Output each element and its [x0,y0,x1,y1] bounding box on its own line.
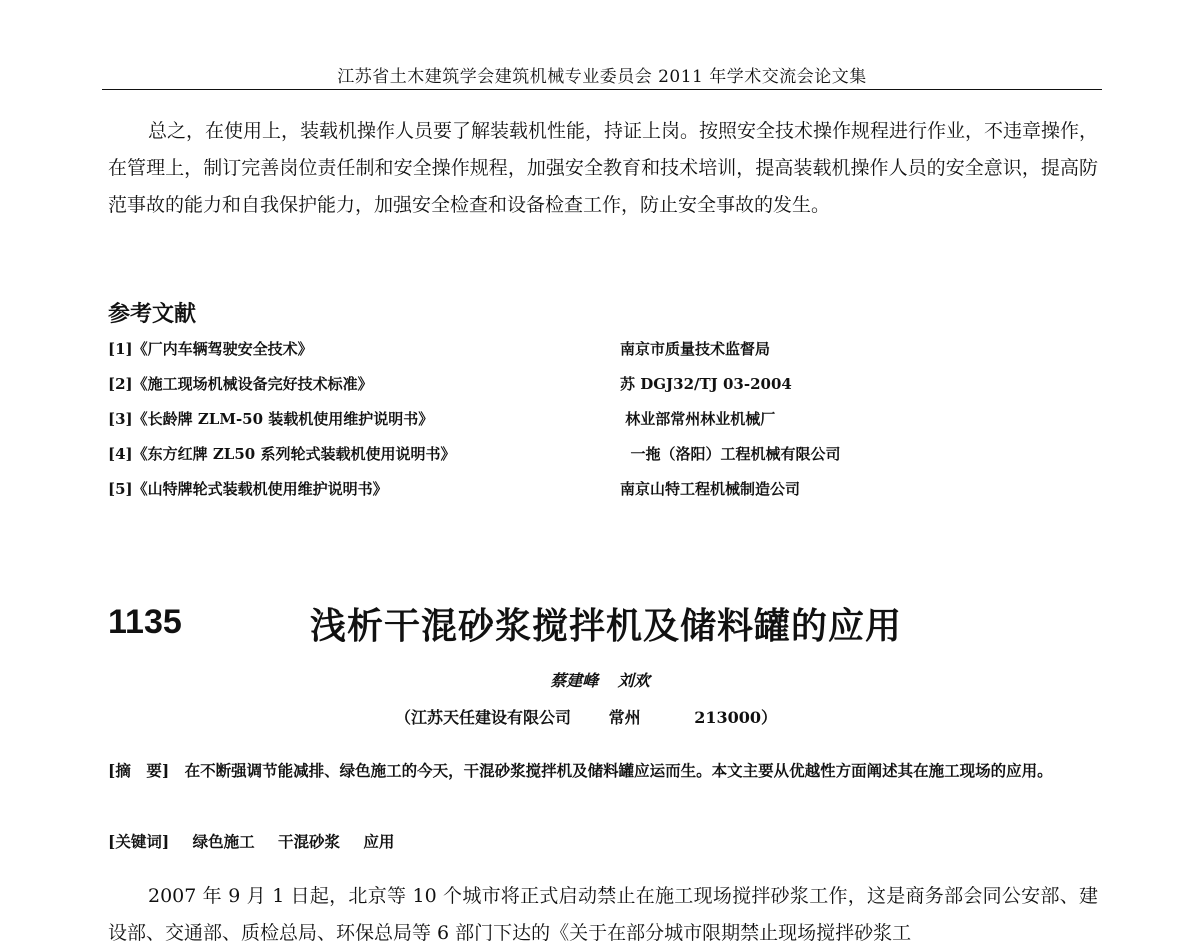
reference-publisher: 一拖（洛阳）工程机械有限公司 [620,445,841,463]
affiliation-postcode: 213000） [694,708,777,727]
header-rule [102,89,1102,90]
reference-item [108,478,1008,513]
reference-item [108,408,1008,443]
keyword: 干混砂浆 [278,832,341,851]
article-affiliation [395,705,777,728]
reference-title: [4]《东方红牌 ZL50 系列轮式装载机使用说明书》 [108,445,456,463]
body-paragraph: 2007 年 9 月 1 日起，北京等 10 个城市将正式启动禁止在施工现场搅拌砂浆工作，这是商务部会同公安部、建设部、交通部、质检总局、环保总局等 6 部门下达的《关于在部分城市限期禁止现场搅拌砂浆工 [108,885,1098,944]
reference-title: [1]《厂内车辆驾驶安全技术》 [108,340,313,358]
reference-title: [2]《施工现场机械设备完好技术标准》 [108,375,373,393]
reference-publisher: 南京市质量技术监督局 [620,340,771,358]
reference-publisher: 南京山特工程机械制造公司 [620,480,801,498]
abstract [108,755,1098,787]
running-header: 江苏省土木建筑学会建筑机械专业委员会 2011 年学术交流会论文集 [337,67,867,87]
affiliation-city: 常州 [608,708,641,727]
reference-publisher: 林业部常州林业机械厂 [620,410,776,428]
keyword: 应用 [363,832,395,851]
reference-list [108,338,1008,513]
reference-title: [5]《山特牌轮式装载机使用维护说明书》 [108,480,388,498]
reference-item [108,373,1008,408]
abstract-text: 在不断强调节能减排、绿色施工的今天，干混砂浆搅拌机及储料罐应运而生。本文主要从优越性方面阐述其在施工现场的应用。 [184,761,1053,780]
article-authors: 蔡建峰 刘欢 [550,671,650,690]
reference-item [108,443,1008,478]
keywords [108,830,394,852]
reference-title: [3]《长龄牌 ZLM-50 装载机使用维护说明书》 [108,410,434,428]
affiliation-org: （江苏天任建设有限公司 [395,708,572,727]
keyword: 绿色施工 [192,832,255,851]
keywords-label: [关键词] [108,832,170,851]
article-number: 1135 [108,603,182,641]
reference-item [108,338,1008,373]
references-heading: 参考文献 [108,302,197,327]
reference-publisher: 苏 DGJ32/TJ 03-2004 [620,375,792,393]
abstract-label: [摘 要] [108,761,170,780]
article-title: 浅析干混砂浆搅拌机及储料罐的应用 [310,606,903,647]
conclusion-paragraph: 总之，在使用上，装载机操作人员要了解装载机性能，持证上岗。按照安全技术操作规程进行作业，不违章操作，在管理上，制订完善岗位责任制和安全操作规程，加强安全教育和技术培训，提高装载机操作人员的安全意识，提高防范事故的能力和自我保护能力，加强安全检查和设备检查工作，防止安全事故的发生。 [108,120,1099,216]
